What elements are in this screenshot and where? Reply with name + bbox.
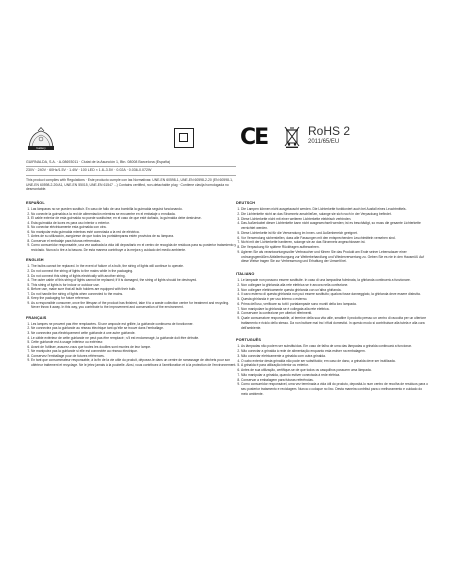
instruction-item: 1. The bulbs cannot be replaced. In the event of failure of a bulb, the string of lights will continue to operate. [31, 264, 238, 269]
brand-logo [26, 126, 56, 152]
instruction-item: 9. Como consumidor responsable, una vez acabada la vida útil depositarlo en el centro de recogida de residuos para su posterior tratamiento y reciclado. Nunca lo tire a la basura. De esta manera contribuye a la mejora y cuidado del medio ambiente. [31, 243, 238, 252]
instruction-item: 2. No conecte la guirnalda a la red de alimentación mientras se encuentre en el embalaje o enrollada. [31, 212, 238, 217]
weee-crossed-bin-icon [284, 126, 300, 148]
instruction-item: 2. Ne connectez pas la guirlande au réseau électrique tant qu'elle se trouve dans l'emballage. [31, 326, 238, 331]
instruction-item: 5. Cette guirlande est à usage intérieur ou extérieur. [31, 340, 238, 345]
ce-mark: CE [240, 125, 268, 150]
instruction-item: 5. Questa ghirlanda è per uso interno o esterno. [241, 297, 428, 302]
instruction-item: 9. As a responsible consumer, once the lifespan of the product has finished, take it to a waste collection centre for treatment and recycling. Never throw it away. In this way, you contribute to the improvement and conservation of the environment. [31, 301, 238, 310]
instruction-item: 4. The outer cable of this string of lights cannot be replaced; if it is damaged, the string of lights should be destroyed. [31, 278, 238, 283]
instruction-item: 8. Die Verpackung für spätere Rückfragen aufbewahren. [241, 245, 428, 250]
language-section [26, 201, 238, 252]
instruction-item: 8. Conservar a embalagem para futuras referências. [241, 378, 428, 383]
instruction-list [236, 278, 428, 330]
instruction-item: 7. Nicht mit der Lichterkette hantieren, solange sie an das Stromnetz angeschlossen ist. [241, 240, 428, 245]
instruction-item: 1. Die Lampen können nicht ausgetauscht werden. Die Lichterkette funktioniert auch bei Ausfall eines Leuchtmittels. [241, 207, 428, 212]
instruction-item: 2. Die Lichterkette nicht an das Stromnetz anschließen, solange sie sich noch in der Verpackung befindet. [241, 212, 428, 217]
instruction-item: 1. Las lámparas no se pueden sustituir. En caso de fallo de una bombilla la guirnalda seguirá funcionando. [31, 207, 238, 212]
instruction-item: 8. Conservare la confezione per ulteriori riferimenti. [241, 311, 428, 316]
instruction-item: 7. Non manipolare la ghirlanda se è collegata alla rete elettrica. [241, 307, 428, 312]
instruction-item: 3. Ne connectez pas électriquement cette guirlande à une autre guirlande. [31, 331, 238, 336]
instruction-item: 6. Before use, make sure that all bulb holders are equipped with their bulb. [31, 287, 238, 292]
instruction-item: 1. Les lampes ne peuvent pas être remplacées. Si une ampoule est grillée, la guirlande continuera de fonctionner. [31, 322, 238, 327]
section-title: ESPAÑOL [26, 201, 45, 205]
instruction-item: 9. Agieren Sie als verantwortungsvoller Verbraucher und führen Sie das Produkt am Ende seiner Lebensdauer einer ordnungsgemäßen Abfallentsorgung zur Weiterbehandlung und Wiederverwertung zu. Geben Sie es nie in den Hausmüll. Auf diese Weise tragen Sie zur Verbesserung und Erhaltung der Umwelt bei. [241, 250, 428, 264]
instruction-item: 3. Não conectar eletricamente a grinalda com outra grinalda. [241, 354, 428, 359]
instruction-item: 8. Keep the packaging for future reference. [31, 296, 238, 301]
instruction-item: 8. Conservez l'emballage pour de futures références. [31, 354, 238, 359]
instruction-item: 3. Non collegare elettricamente questa ghirlanda con un'altra ghirlanda. [241, 288, 428, 293]
instruction-item: 7. Não manipular a grinalda, quando estiver conectada à rede elétrica. [241, 373, 428, 378]
instruction-item: 6. Avant de l'utiliser, assurez-vous que toutes les douilles sont munies de leur lampe. [31, 345, 238, 350]
right-column [236, 201, 428, 405]
logo-text: Gallery [36, 146, 46, 151]
instruction-item: 3. El cable exterior de esta guirnalda no puede sustituirse; en el caso de que esté dañado, la guirnalda debe destruirse. [31, 216, 238, 221]
instruction-list [26, 322, 238, 367]
instruction-item: 1. Le lampade non possono essere sostituite. In caso di una lampadina fulminata, la ghirlanda continuerà a funzionare. [241, 278, 428, 283]
section-title: PORTUGUÊS [236, 338, 261, 343]
company-info: GUIRNALDA, S.A. · A-08693011 · Ciutat de la Asunción 1, Btn. 08008 Barcelona (España) [26, 160, 171, 164]
instruction-item: 7. Do not handle the string of lights when connected to the mains. [31, 292, 238, 297]
language-section [236, 338, 428, 396]
instruction-item: 7. Ne manipulez pas la guirlande si elle est connectée au réseau électrique. [31, 349, 238, 354]
instruction-item: 4. Le câble extérieur de cette guirlande ne peut pas être remplacé ; s'il est endommagé, la guirlande doit être détruite. [31, 336, 238, 341]
section-title: DEUTSCH [236, 201, 256, 205]
instruction-item: 4. O cabo exterior desta grinalda não pode ser substituído; em caso de dano, a grinalda deve ser inutilizada. [241, 359, 428, 364]
instruction-item: 9. En tant que consommateur responsable, à la fin de la vie utile du produit, déposez-le dans un centre de ramassage de déchets pour son ultérieur traitement et recyclage. Ne le jetez jamais à la poubelle. Ainsi, vous contribuez à l'amélioration et à la protection de l'environnement. [31, 358, 238, 367]
instruction-item: 6. No manipular esta guirnalda mientras esté conectada a la red de eléctrica. [31, 230, 238, 235]
class-ii-insulation-icon [174, 128, 194, 148]
section-title: FRANÇAIS [26, 315, 47, 320]
instruction-item: 5. This string of lights is for indoor or outdoor use. [31, 283, 238, 288]
instruction-item: 3. Diese Lichterkette nicht mit einer weiteren Lichterkette elektrisch verbinden. [241, 217, 428, 222]
instruction-list [236, 344, 428, 396]
language-section [26, 316, 238, 367]
instruction-item: 6. Prima dell'uso, verificare su tutti i portalampade sono muniti della loro lampada. [241, 302, 428, 307]
instruction-item: 7. Antes de su utilización, asegúrese de que todos los portalámparas estén provistos de su lámpara. [31, 234, 238, 239]
instruction-item: 6. Antes de sua utilização, certifique-se de que todos os casquilhos possuem uma lâmpada. [241, 368, 428, 373]
certification-header [26, 126, 426, 152]
instruction-item: 5. No conectar eléctricamente esta guirnalda con otra. [31, 225, 238, 230]
rohs-title: RoHS 2 [308, 124, 351, 138]
instruction-item: 6. Vor Verwendung sicherstellen, dass alle Fassungen mit den entsprechenden Leuchtmitteln versehen sind. [241, 236, 428, 241]
section-title: ITALIANO [236, 272, 255, 276]
instruction-list [236, 207, 428, 264]
compliance-statement: This product complies with Regulations · Este producto cumple con las Normativas: UNE-EN 60598-1, UNE-EN 60598-2-20 (EN 60598-1, UNE-EN 60598-2-20/A1, UNE-EN 55015, UNE-EN 61547 ...) Contains certified, non-detachable plug · Contiene clavija homologada no desmontable. [26, 178, 233, 192]
instruction-item: 9. Quale consumatore responsabile, al termine della sua vita utile, smaltire il prodotto presso un centro di raccolta per un ulteriore trattamento e riciclo dello stesso. Da non buttare mai tra i rifiuti domestici. In questo modo si contribuisce alla tutela e alla cura dell'ambiente. [241, 316, 428, 330]
electrical-specs: 230V · 240V · 60Hz/1.5V · 1.4W · 100 LED × 1.8–3.5V · 0.02A · 0.036-0.072W [26, 168, 152, 172]
section-title: ENGLISH [26, 258, 44, 263]
instruction-item: 2. Do not connect the string of lights to the mains while in the packaging. [31, 269, 238, 274]
language-section [236, 272, 428, 330]
instruction-item: 3. Do not connect this string of lights electrically with another string. [31, 274, 238, 279]
instruction-item: 4. Esta guirnalda de luces es para uso interior o exterior. [31, 221, 238, 226]
instruction-item: 1. As lâmpadas não podem ser substituídas. Em caso de falha de uma das lâmpadas a grinalda continuará a funcionar. [241, 344, 428, 349]
instruction-item: 5. Diese Lichterkette ist für die Verwendung im Innen- und Außenbereich geeignet. [241, 231, 428, 236]
left-column [26, 201, 238, 373]
instruction-item: 4. Das Außenkabel dieser Lichterkette kann nicht ausgewechselt werden; ist es beschädigt, so muss die gesamte Lichterkette vernichtet werden. [241, 221, 428, 231]
instruction-item: 8. Conservar el embalaje para futuras referencias. [31, 239, 238, 244]
language-section [26, 258, 238, 309]
instruction-item: 4. Il cavo esterno di questa ghirlanda non può essere sostituito; qualora fosse danneggiato, la ghirlanda deve essere distrutta. [241, 292, 428, 297]
instruction-item: 9. Como consumidor responsável, uma vez terminada a vida útil do produto, depositá-lo num centro de recolha de resíduos para o seu posterior tratamento e reciclagem. Nunca o coloque no lixo. Desta maneira contribui para o melhoramento e cuidado do meio ambiente. [241, 382, 428, 396]
language-section [236, 201, 428, 264]
instruction-item: 2. Non collegare la ghirlanda alla rete elettrica se è ancora nella confezione. [241, 283, 428, 288]
instruction-list [26, 207, 238, 252]
divider [26, 166, 236, 167]
rohs-directive: 2011/65/EU [308, 139, 340, 145]
instruction-item: 5. A grinalda é para utilização interior ou exterior. [241, 363, 428, 368]
instruction-item: 2. Não conectar a grinalda à rede de alimentação enquanto esta estiver na embalagem. [241, 349, 428, 354]
instruction-list [26, 264, 238, 309]
divider [26, 175, 236, 176]
